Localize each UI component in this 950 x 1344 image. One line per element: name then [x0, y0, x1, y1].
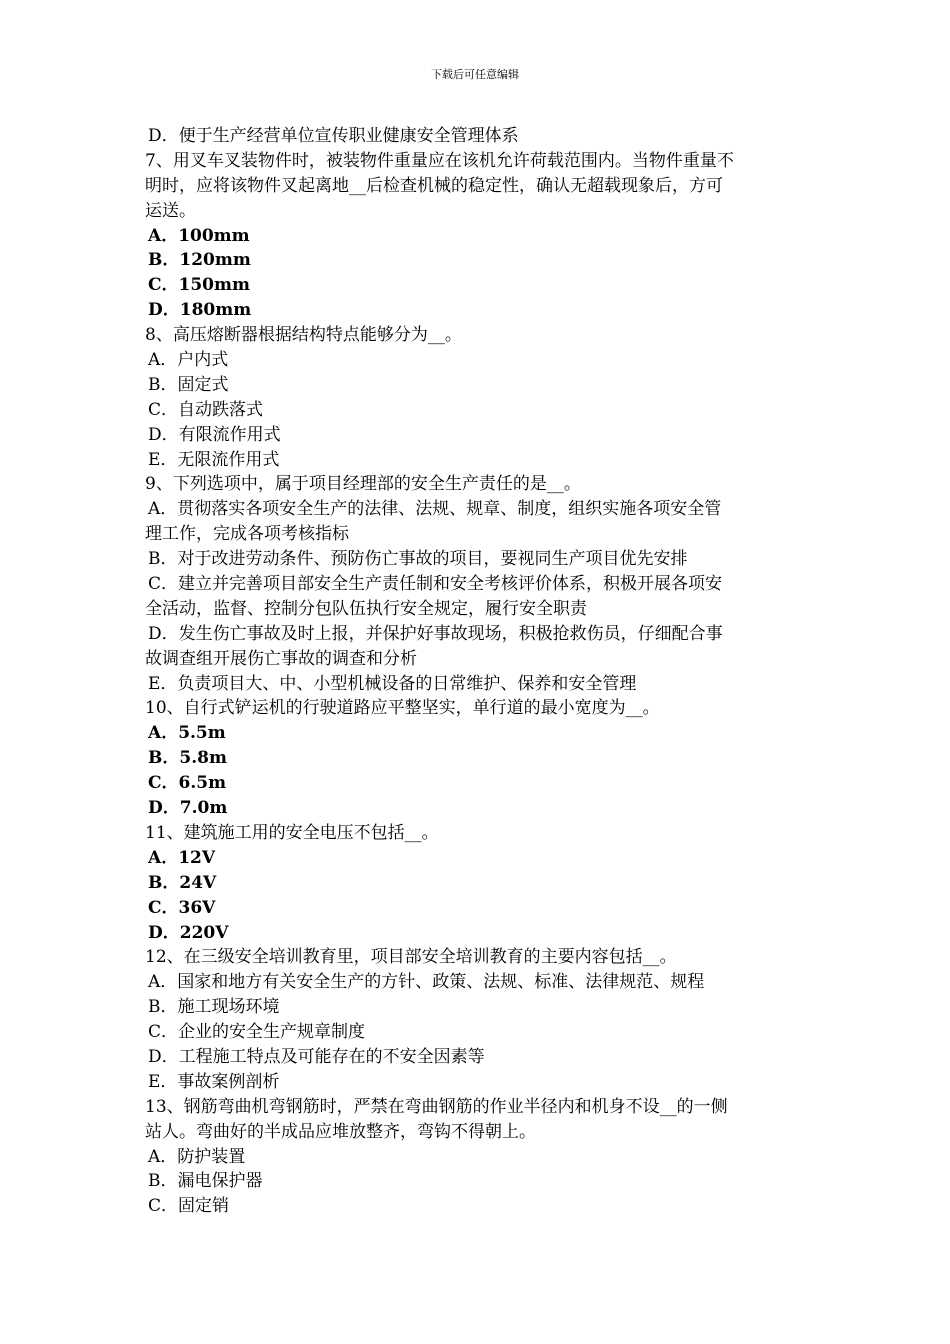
option-line: B．5.8m [148, 748, 227, 769]
option-line: B．120mm [148, 250, 251, 271]
question-line: 7、用叉车叉装物件时，被装物件重量应在该机允许荷载范围内。当物件重量不 [145, 150, 734, 171]
option-line: A．100mm [148, 225, 250, 246]
option-line: D．工程施工特点及可能存在的不安全因素等 [148, 1046, 485, 1067]
option-line: B．24V [148, 872, 217, 893]
option-line: E．无限流作用式 [148, 449, 280, 470]
option-line: A．防护装置 [148, 1146, 246, 1167]
question-line: 13、钢筋弯曲机弯钢筋时，严禁在弯曲钢筋的作业半径内和机身不设__的一侧 [145, 1096, 728, 1117]
option-continuation: 故调查组开展伤亡事故的调查和分析 [145, 648, 417, 669]
option-line: A．12V [148, 847, 216, 868]
question-line: 运送。 [145, 200, 196, 221]
document-body [145, 124, 810, 1219]
option-line: D．7.0m [148, 798, 228, 819]
option-continuation: 理工作，完成各项考核指标 [145, 524, 349, 545]
option-continuation: 全活动，监督、控制分包队伍执行安全规定，履行安全职责 [145, 598, 587, 619]
option-line: C．固定销 [148, 1196, 230, 1217]
option-line: D．180mm [148, 300, 252, 321]
option-line: E．事故案例剖析 [148, 1071, 280, 1092]
option-line: C．6.5m [148, 773, 227, 794]
question-line: 8、高压熔断器根据结构特点能够分为__。 [145, 325, 462, 346]
option-line: C．自动跌落式 [148, 399, 264, 420]
option-line: B．漏电保护器 [148, 1171, 263, 1192]
option-line: B．固定式 [148, 374, 229, 395]
option-line: A．贯彻落实各项安全生产的法律、法规、规章、制度，组织实施各项安全管 [148, 499, 722, 520]
option-line: B．施工现场环境 [148, 997, 280, 1018]
option-line: D．有限流作用式 [148, 424, 281, 445]
option-line: D．发生伤亡事故及时上报，并保护好事故现场，积极抢救伤员，仔细配合事 [148, 623, 723, 644]
question-line: 12、在三级安全培训教育里，项目部安全培训教育的主要内容包括__。 [145, 947, 677, 968]
question-line: 站人。弯曲好的半成品应堆放整齐，弯钩不得朝上。 [145, 1121, 536, 1142]
option-line: A．户内式 [148, 350, 229, 371]
option-line: D．便于生产经营单位宣传职业健康安全管理体系 [148, 126, 519, 146]
page-header: 下载后可任意编辑 [431, 68, 519, 81]
option-line: A．国家和地方有关安全生产的方针、政策、法规、标准、法律规范、规程 [148, 972, 705, 993]
option-line: D．220V [148, 922, 229, 943]
question-line: 11、建筑施工用的安全电压不包括__。 [145, 822, 439, 843]
question-line: 明时，应将该物件叉起离地__后检查机械的稳定性，确认无超载现象后，方可 [145, 175, 723, 196]
option-line: C．36V [148, 897, 216, 918]
option-line: C．150mm [148, 275, 250, 296]
question-line: 10、自行式铲运机的行驶道路应平整坚实，单行道的最小宽度为__。 [145, 698, 660, 719]
question-line: 9、下列选项中，属于项目经理部的安全生产责任的是__。 [145, 474, 581, 495]
option-line: A．5.5m [148, 723, 226, 744]
option-line: E．负责项目大、中、小型机械设备的日常维护、保养和安全管理 [148, 673, 637, 694]
option-line: B．对于改进劳动条件、预防伤亡事故的项目，要视同生产项目优先安排 [148, 549, 688, 570]
option-line: C．企业的安全生产规章制度 [148, 1022, 366, 1043]
option-line: C．建立并完善项目部安全生产责任制和安全考核评价体系，积极开展各项安 [148, 574, 723, 595]
